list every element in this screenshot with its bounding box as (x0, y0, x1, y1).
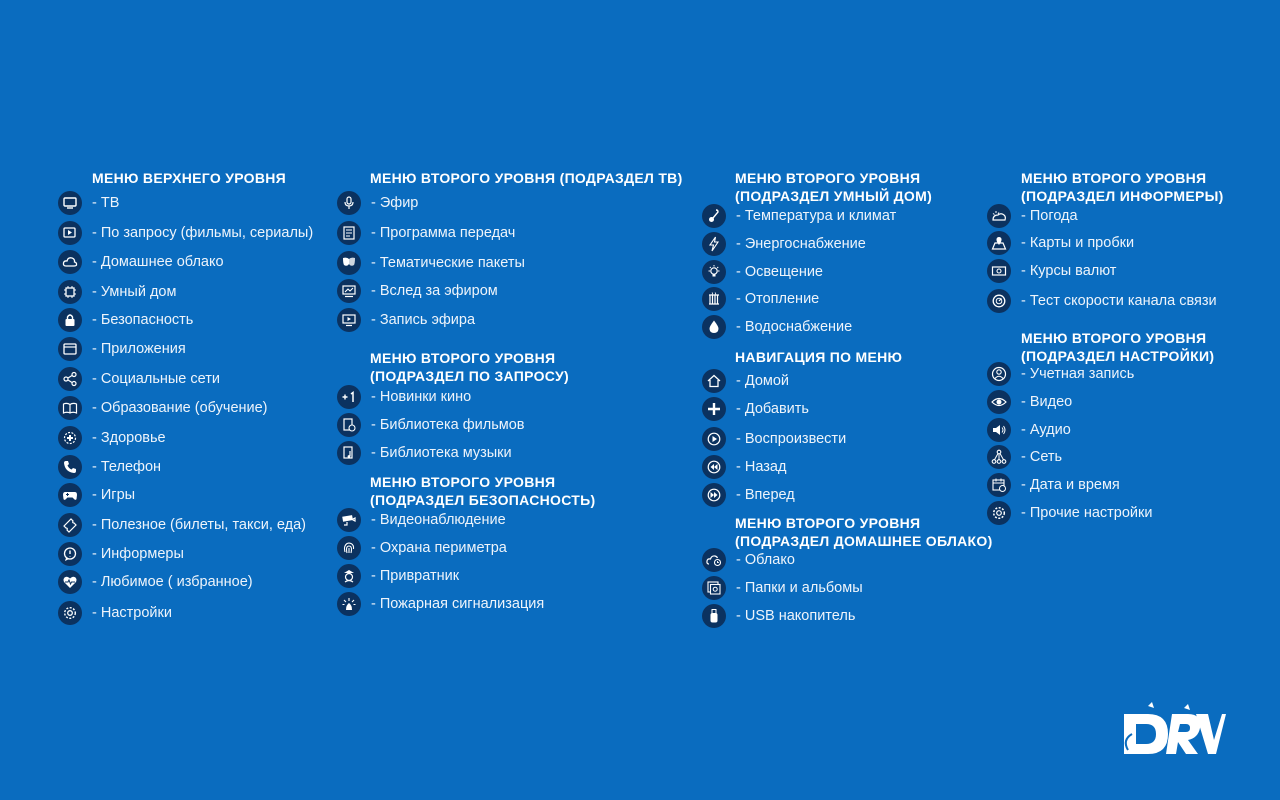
menu-item-label: - Умный дом (92, 284, 177, 300)
menu-item-label: - Настройки (92, 605, 172, 621)
menu-item-label: - Телефон (92, 459, 162, 475)
cloud-icon (58, 250, 82, 274)
menu-item (702, 315, 852, 339)
ticket-icon (58, 513, 82, 537)
menu-item (58, 396, 268, 420)
calendar-icon (987, 473, 1011, 497)
section-title-line: (ПОДРАЗДЕЛ ДОМАШНЕЕ ОБЛАКО) (735, 533, 993, 549)
menu-item (987, 204, 1078, 228)
user-icon (987, 362, 1011, 386)
replay-icon (337, 279, 361, 303)
speedometer-icon (987, 289, 1011, 313)
share-icon (58, 367, 82, 391)
menu-item (702, 427, 846, 451)
menu-item-label: - Запись эфира (371, 312, 476, 328)
drop-icon (702, 315, 726, 339)
menu-item (337, 508, 506, 532)
apps-icon (58, 337, 82, 361)
menu-item (58, 191, 119, 215)
menu-item (58, 455, 161, 479)
menu-item (987, 259, 1116, 283)
microphone-icon (337, 191, 361, 215)
menu-item-label: - Воспроизвести (736, 431, 847, 447)
menu-item (58, 513, 306, 537)
cloud-clock-icon (702, 548, 726, 572)
map-icon (987, 231, 1011, 255)
chat-icon (58, 542, 82, 566)
menu-item (58, 570, 253, 594)
menu-item (337, 592, 544, 616)
menu-item (337, 441, 512, 465)
menu-item-label: - Отопление (736, 291, 820, 307)
menu-item-label: - Привратник (371, 568, 460, 584)
section-title-line: МЕНЮ ВТОРОГО УРОВНЯ (370, 350, 556, 366)
menu-item (58, 483, 135, 507)
menu-item (987, 231, 1134, 255)
gear-icon (58, 601, 82, 625)
tv-icon (58, 191, 82, 215)
section-title-line: МЕНЮ ВТОРОГО УРОВНЯ (ПОДРАЗДЕЛ ТВ) (370, 170, 683, 186)
menu-item (702, 576, 863, 600)
section-title (735, 169, 932, 205)
home-icon (702, 369, 726, 393)
menu-item-label: - Вперед (736, 487, 795, 503)
section-title-line: МЕНЮ ВТОРОГО УРОВНЯ (1021, 330, 1207, 346)
menu-item (702, 604, 855, 628)
phone-icon (58, 455, 82, 479)
menu-item-label: - Новинки кино (371, 389, 472, 405)
menu-item-label: - Библиотека фильмов (371, 417, 525, 433)
menu-item-label: - Тематические пакеты (371, 255, 525, 271)
menu-item-label: - Курсы валют (1021, 263, 1117, 279)
menu-item-label: - Водоснабжение (736, 319, 853, 335)
menu-item (58, 337, 186, 361)
menu-item (702, 260, 823, 284)
thermometer-icon (702, 204, 726, 228)
list-icon (337, 221, 361, 245)
section-title (370, 349, 569, 385)
section-title-line: МЕНЮ ВТОРОГО УРОВНЯ (370, 474, 556, 490)
menu-item-label: - Аудио (1021, 422, 1071, 438)
guard-icon (337, 564, 361, 588)
menu-item-label: - Карты и пробки (1021, 235, 1135, 251)
music-library-icon (337, 441, 361, 465)
menu-item (337, 536, 507, 560)
usb-icon (702, 604, 726, 628)
section-title (370, 473, 595, 509)
film-library-icon (337, 413, 361, 437)
chip-icon (58, 280, 82, 304)
menu-item-label: - Вслед за эфиром (371, 283, 498, 299)
menu-item (987, 445, 1062, 469)
menu-item-label: - Охрана периметра (371, 540, 507, 556)
section-title (1021, 169, 1224, 205)
menu-item (58, 367, 220, 391)
menu-item-label: - Видео (1021, 394, 1073, 410)
health-icon (58, 426, 82, 450)
menu-item-label: - ТВ (92, 195, 120, 211)
bulb-icon (702, 260, 726, 284)
menu-item (987, 473, 1120, 497)
menu-item (58, 250, 224, 274)
menu-item (58, 542, 184, 566)
menu-item-label: - Добавить (736, 401, 809, 417)
menu-item-label: - Эфир (371, 195, 419, 211)
menu-item (702, 232, 866, 256)
menu-item-label: - Домой (736, 373, 790, 389)
add-icon (702, 397, 726, 421)
alarm-icon (337, 592, 361, 616)
menu-item-label: - Назад (736, 459, 787, 475)
on-demand-icon (58, 221, 82, 245)
section-title (735, 514, 993, 550)
menu-item (337, 279, 498, 303)
menu-item (58, 426, 166, 450)
eye-icon (987, 390, 1011, 414)
section-title-line: (ПОДРАЗДЕЛ БЕЗОПАСНОСТЬ) (370, 492, 596, 508)
menu-item-label: - Пожарная сигнализация (371, 596, 545, 612)
menu-item-label: - Безопасность (92, 312, 194, 328)
menu-item (337, 564, 459, 588)
menu-item (702, 369, 789, 393)
albums-icon (702, 576, 726, 600)
section-title-line: (ПОДРАЗДЕЛ ИНФОРМЕРЫ) (1021, 188, 1224, 204)
record-icon (337, 308, 361, 332)
menu-item-label: - Тест скорости канала связи (1021, 293, 1217, 309)
menu-item-label: - Прочие настройки (1021, 505, 1153, 521)
menu-item (337, 413, 525, 437)
menu-item-label: - Игры (92, 487, 136, 503)
menu-item (987, 362, 1134, 386)
menu-item (987, 289, 1217, 313)
menu-item-label: - Любимое ( избранное) (92, 574, 253, 590)
rewind-icon (702, 455, 726, 479)
section-title-line: МЕНЮ ВТОРОГО УРОВНЯ (1021, 170, 1207, 186)
menu-item (987, 501, 1152, 525)
menu-item (702, 204, 896, 228)
speaker-icon (987, 418, 1011, 442)
plus-one-icon (337, 385, 361, 409)
section-title (92, 169, 286, 187)
menu-item-label: - Погода (1021, 208, 1078, 224)
lightning-icon (702, 232, 726, 256)
menu-item-label: - Полезное (билеты, такси, еда) (92, 517, 306, 533)
menu-item (337, 251, 525, 275)
menu-item-label: - Приложения (92, 341, 186, 357)
menu-item-label: - Здоровье (92, 430, 166, 446)
menu-item-label: - Образование (обучение) (92, 400, 268, 416)
section-title-line: НАВИГАЦИЯ ПО МЕНЮ (735, 349, 903, 365)
menu-item (337, 221, 515, 245)
menu-item-label: - Домашнее облако (92, 254, 224, 270)
menu-item (702, 483, 795, 507)
section-title-line: (ПОДРАЗДЕЛ ПО ЗАПРОСУ) (370, 368, 569, 384)
menu-item (702, 287, 819, 311)
menu-item-label: - Температура и климат (736, 208, 897, 224)
menu-item (702, 548, 795, 572)
fingerprint-icon (337, 536, 361, 560)
menu-item (702, 397, 809, 421)
section-title-line: (ПОДРАЗДЕЛ УМНЫЙ ДОМ) (735, 188, 933, 204)
menu-item-label: - Освещение (736, 264, 823, 280)
menu-item (702, 455, 786, 479)
menu-item (987, 418, 1071, 442)
section-title-line: МЕНЮ ВТОРОГО УРОВНЯ (735, 170, 921, 186)
menu-item-label: - По запросу (фильмы, сериалы) (92, 225, 314, 241)
menu-item-label: - Энергоснабжение (736, 236, 866, 252)
drv-logo (1118, 700, 1226, 766)
section-title (370, 169, 683, 187)
menu-item (58, 601, 172, 625)
menu-item-label: - Папки и альбомы (736, 580, 863, 596)
section-title-line: МЕНЮ ВТОРОГО УРОВНЯ (735, 515, 921, 531)
menu-item-label: - Дата и время (1021, 477, 1120, 493)
settings-icon (987, 501, 1011, 525)
network-icon (987, 445, 1011, 469)
gamepad-icon (58, 483, 82, 507)
menu-item (58, 308, 193, 332)
play-icon (702, 427, 726, 451)
section-title-line: МЕНЮ ВЕРХНЕГО УРОВНЯ (92, 170, 287, 186)
theater-icon (337, 251, 361, 275)
section-title (735, 348, 902, 366)
section-title (1021, 329, 1214, 365)
menu-item-label: - Социальные сети (92, 371, 220, 387)
menu-item-label: - Сеть (1021, 449, 1063, 465)
weather-icon (987, 204, 1011, 228)
camera-icon (337, 508, 361, 532)
menu-item-label: - USB накопитель (736, 608, 856, 624)
menu-item-label: - Облако (736, 552, 795, 568)
money-icon (987, 259, 1011, 283)
menu-item (58, 280, 176, 304)
menu-item (337, 308, 475, 332)
menu-item (58, 221, 313, 245)
section-title-line: (ПОДРАЗДЕЛ НАСТРОЙКИ) (1021, 348, 1215, 364)
menu-item (987, 390, 1072, 414)
menu-item-label: - Информеры (92, 546, 184, 562)
menu-item-label: - Видеонаблюдение (371, 512, 506, 528)
menu-item-label: - Программа передач (371, 225, 516, 241)
forward-icon (702, 483, 726, 507)
menu-item-label: - Библиотека музыки (371, 445, 512, 461)
lock-icon (58, 308, 82, 332)
menu-item-label: - Учетная запись (1021, 366, 1135, 382)
heart-icon (58, 570, 82, 594)
menu-item (337, 385, 471, 409)
book-icon (58, 396, 82, 420)
menu-item (337, 191, 418, 215)
radiator-icon (702, 287, 726, 311)
